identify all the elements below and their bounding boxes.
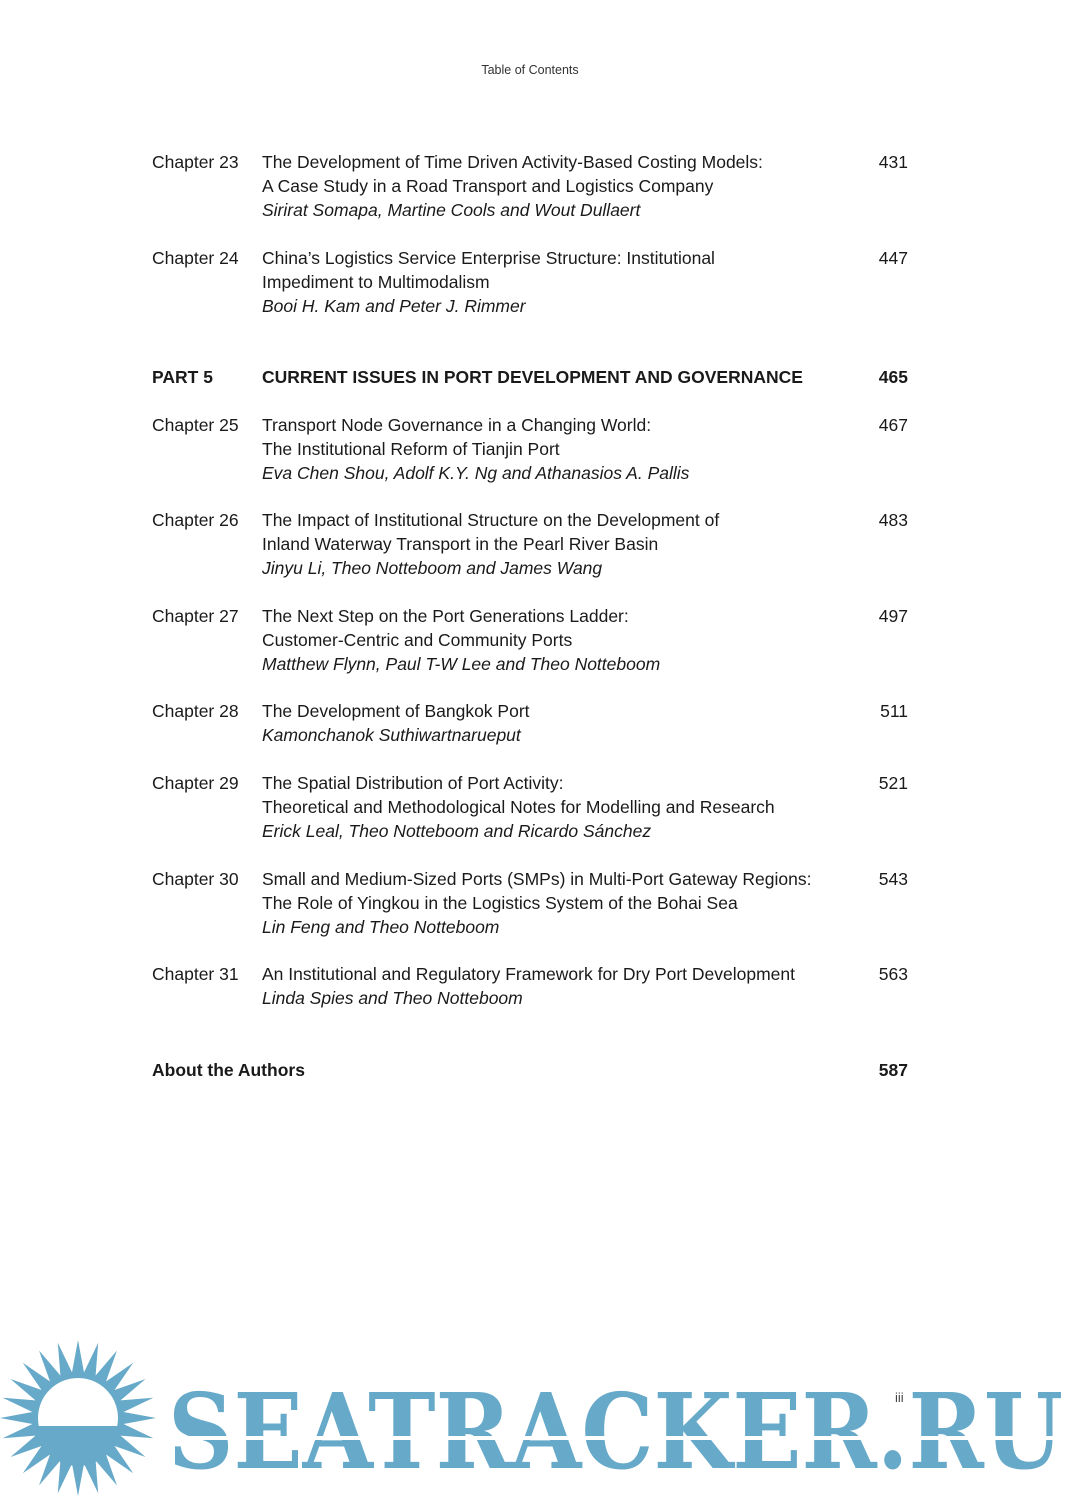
- chapter-title-line: Inland Waterway Transport in the Pearl River Basin: [262, 534, 659, 554]
- chapter-authors: Booi H. Kam and Peter J. Rimmer: [262, 296, 526, 316]
- chapter-body: [262, 150, 842, 222]
- chapter-authors: Sirirat Somapa, Martine Cools and Wout Dullaert: [262, 200, 641, 220]
- chapter-authors: Lin Feng and Theo Notteboom: [262, 917, 500, 937]
- page-number: 563: [878, 964, 908, 984]
- chapter-title-line: Theoretical and Methodological Notes for Modelling and Research: [262, 797, 775, 817]
- chapter-title-line: The Next Step on the Port Generations Ladder:: [262, 606, 629, 626]
- chapter-label: Chapter 27: [152, 606, 239, 626]
- chapter-label: Chapter 30: [152, 869, 239, 889]
- chapter-title-line: The Impact of Institutional Structure on the Development of: [262, 510, 720, 530]
- chapter-title-line: The Development of Bangkok Port: [262, 701, 530, 721]
- chapter-authors: Kamonchanok Suthiwartnarueput: [262, 725, 521, 745]
- chapter-label: Chapter 28: [152, 701, 239, 721]
- chapter-title-line: China’s Logistics Service Enterprise Structure: Institutional: [262, 248, 715, 268]
- chapter-label: Chapter 25: [152, 415, 239, 435]
- page-number: 483: [878, 510, 908, 530]
- part-title: CURRENT ISSUES IN PORT DEVELOPMENT AND GOVERNANCE: [262, 367, 803, 387]
- chapter-label: Chapter 23: [152, 152, 239, 172]
- chapter-title-line: Customer-Centric and Community Ports: [262, 630, 573, 650]
- chapter-body: [262, 508, 842, 580]
- chapter-body: [262, 246, 842, 318]
- chapter-title-line: Impediment to Multimodalism: [262, 272, 490, 292]
- chapter-title-line: The Spatial Distribution of Port Activity:: [262, 773, 564, 793]
- chapter-body: [262, 867, 842, 939]
- chapter-title-line: A Case Study in a Road Transport and Logistics Company: [262, 176, 714, 196]
- seatracker-watermark: [0, 1330, 1080, 1496]
- chapter-title-line: Small and Medium-Sized Ports (SMPs) in Multi-Port Gateway Regions:: [262, 869, 812, 889]
- chapter-title-line: The Role of Yingkou in the Logistics System of the Bohai Sea: [262, 893, 738, 913]
- page-number: 467: [878, 415, 908, 435]
- chapter-authors: Jinyu Li, Theo Notteboom and James Wang: [262, 558, 603, 578]
- chapter-body: [262, 413, 842, 485]
- part-label: PART 5: [152, 367, 213, 387]
- chapter-label: Chapter 31: [152, 964, 239, 984]
- chapter-label: Chapter 29: [152, 773, 239, 793]
- chapter-label: Chapter 26: [152, 510, 239, 530]
- chapter-authors: Matthew Flynn, Paul T-W Lee and Theo Notteboom: [262, 654, 661, 674]
- watermark-text: SEATRACKER.RU: [168, 1370, 1063, 1493]
- chapter-title-line: Transport Node Governance in a Changing World:: [262, 415, 652, 435]
- page-number: 431: [878, 152, 908, 172]
- sun-burst-icon: [0, 1340, 156, 1496]
- page-number: 497: [878, 606, 908, 626]
- chapter-body: [262, 699, 842, 747]
- chapter-authors: Linda Spies and Theo Notteboom: [262, 988, 523, 1008]
- running-header: Table of Contents: [481, 63, 579, 77]
- page-number: 543: [878, 869, 908, 889]
- page-number: 447: [878, 248, 908, 268]
- chapter-authors: Erick Leal, Theo Notteboom and Ricardo Sánchez: [262, 821, 652, 841]
- page-number: 587: [878, 1060, 908, 1080]
- chapter-title-line: The Development of Time Driven Activity-Based Costing Models:: [262, 152, 763, 172]
- chapter-body: [262, 962, 842, 1010]
- page-folio: iii: [895, 1390, 904, 1405]
- page-number: 465: [878, 367, 908, 387]
- chapter-authors: Eva Chen Shou, Adolf K.Y. Ng and Athanasios A. Pallis: [262, 463, 690, 483]
- page-number: 511: [880, 701, 908, 721]
- page-number: 521: [878, 773, 908, 793]
- chapter-title-line: The Institutional Reform of Tianjin Port: [262, 439, 560, 459]
- chapter-label: Chapter 24: [152, 248, 239, 268]
- about-label: About the Authors: [152, 1060, 305, 1080]
- chapter-body: [262, 771, 842, 843]
- chapter-body: [262, 604, 842, 676]
- chapter-title-line: An Institutional and Regulatory Framework for Dry Port Development: [262, 964, 796, 984]
